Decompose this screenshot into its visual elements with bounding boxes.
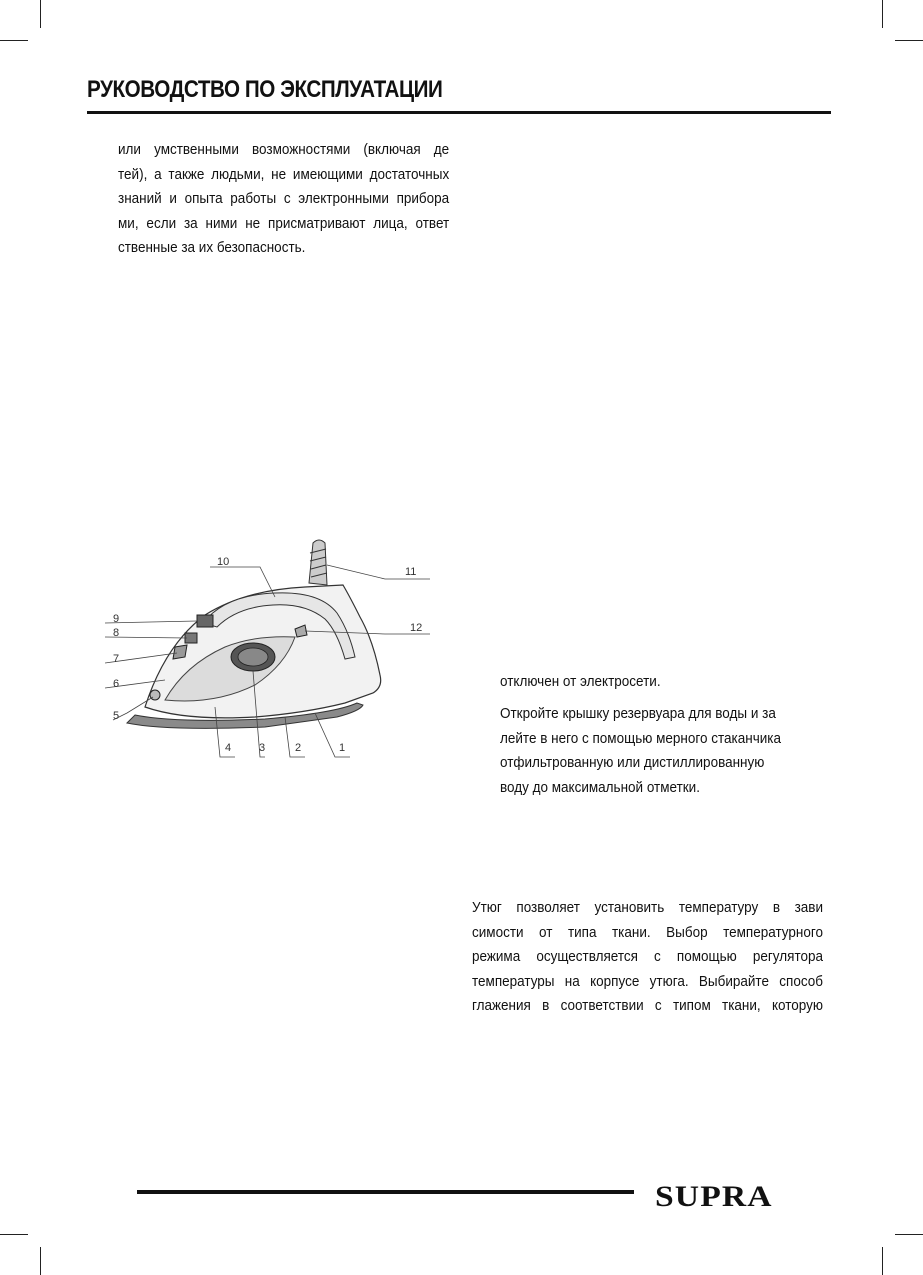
text-line: воду до максимальной отметки. [500,778,700,796]
crop-mark [0,40,28,41]
text-line: отфильтрованную или дистиллированную [500,754,765,771]
callout-9: 9 [113,613,120,625]
text-line: тей), а также людьми, не имеющими достаточных [118,165,450,183]
text-line: Откройте крышку резервуара для воды и за [500,705,776,722]
callout-6: 6 [113,678,120,690]
iron-diagram [105,535,455,760]
left-paragraph [118,138,449,261]
callout-5: 5 [113,710,120,722]
callout-10: 10 [217,556,230,568]
cord-guard-shape [309,540,327,585]
crop-mark [882,1247,883,1275]
callout-3: 3 [259,742,266,754]
text-line: знаний и опыта работы с электронными прибора [118,190,450,207]
text-line: режима осуществляется с помощью регулятора [472,948,823,965]
text-line: лейте в него с помощью мерного стаканчика [500,729,782,747]
text-line: ственные за их безопасность. [118,239,306,256]
callout-1: 1 [339,742,346,754]
text-line: глажения в соответствии с типом ткани, которую [472,997,823,1014]
right-note [500,670,797,695]
text-line: температуры на корпусе утюга. Выбирайте способ [472,972,823,990]
text-line: или умственными возможностями (включая де [118,141,450,158]
callout-4: 4 [225,742,232,754]
brand-logo: SUPRA [655,1180,773,1213]
text-line: ми, если за ними не присматривают лица, ответ [118,214,450,232]
page-title: РУКОВОДСТВО ПО ЭКСПЛУАТАЦИИ [87,76,443,103]
crop-mark [895,1234,923,1235]
header-divider [87,111,831,114]
callout-12: 12 [410,622,423,634]
crop-mark [40,1247,41,1275]
text-line: Утюг позволяет установить температуру в зави [472,899,823,916]
fill-water-paragraph [500,702,797,800]
crop-mark [895,40,923,41]
crop-mark [882,0,883,28]
callout-11: 11 [405,566,417,578]
text-line: отключен от электросети. [500,673,661,690]
crop-mark [0,1234,28,1235]
text-line: симости от типа ткани. Выбор температурного [472,923,823,941]
callout-8: 8 [113,627,120,639]
crop-mark [40,0,41,28]
temperature-paragraph [472,896,823,1019]
callout-7: 7 [113,653,120,665]
footer-divider [137,1190,634,1194]
callout-2: 2 [295,742,302,754]
